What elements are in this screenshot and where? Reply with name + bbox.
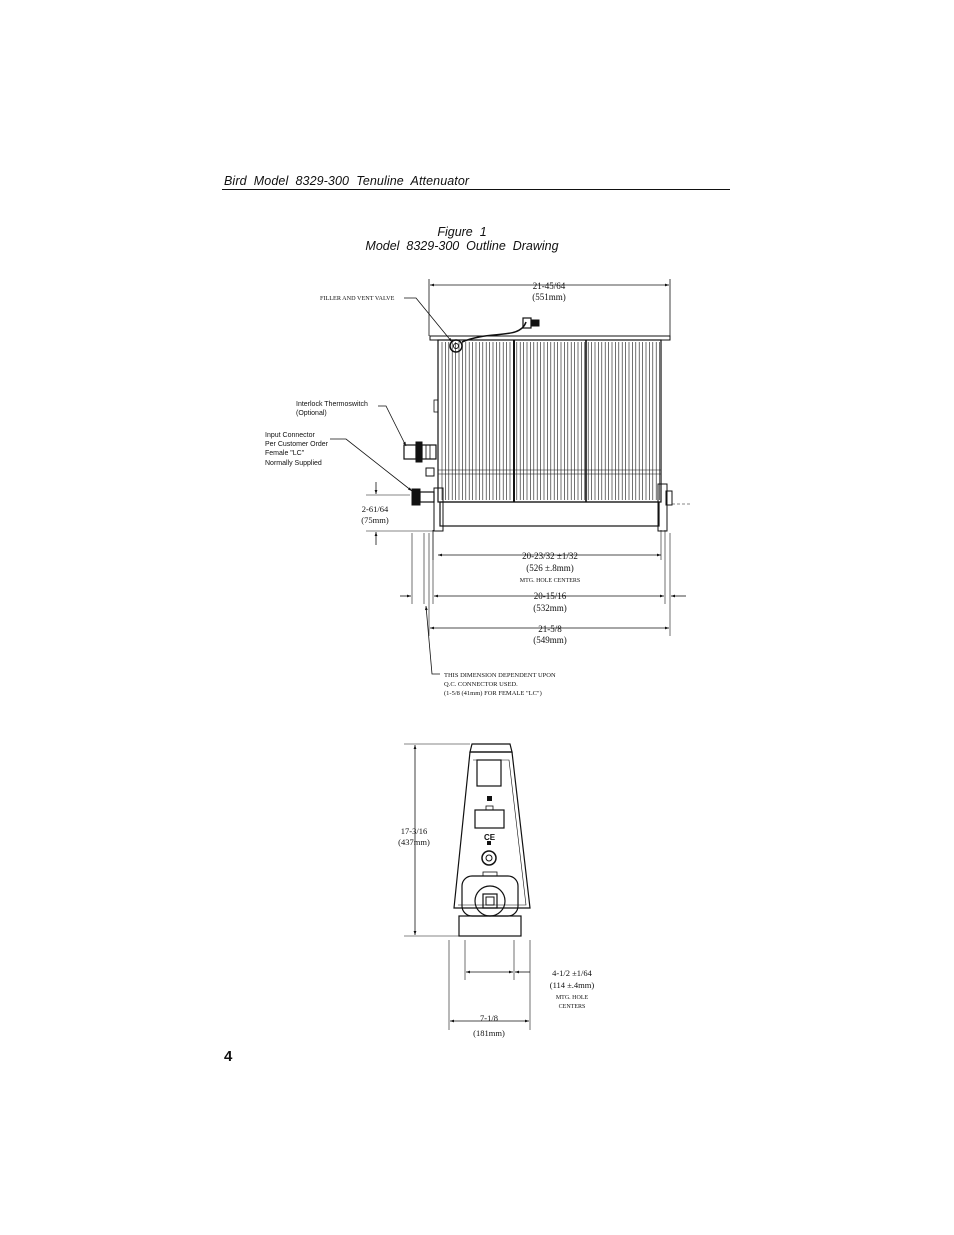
end-mtg-frac: 4-1/2 ±1/64 [552,968,592,978]
input-connector-label-4: Normally Supplied [265,460,322,467]
input-leader [330,439,412,491]
radiator-body [438,340,661,502]
end-mtg-note-1: MTG. HOLE [555,995,589,1001]
filler-leader [404,298,452,342]
connector-note-2: Q.C. CONNECTOR USED. [444,681,518,688]
base-rail [440,502,659,526]
end-view-window [477,760,501,786]
running-header-title: Bird Model 8329-300 Tenuline Attenuator [224,174,470,188]
end-view-base [459,916,521,936]
main-connector [475,886,505,916]
mtg-dim-frac: 20-23/32 ±1/32 [522,551,578,561]
mtg-dim-mm: (526 ±.8mm) [526,563,574,573]
height-dim-frac: 2-61/64 [361,504,389,514]
height-dim-mm: (75mm) [361,515,389,525]
input-connector-label-1: Input Connector [265,432,315,439]
top-dim-frac: 21-45/64 [532,281,566,291]
input-connector-label-3: Female "LC" [265,450,305,457]
thermoswitch-label-2: (Optional) [296,410,327,417]
mtg-dim-note: MTG. HOLE CENTERS [519,578,581,584]
overall-dim-frac: 21-5/8 [538,624,562,634]
end-mtg-note-2: CENTERS [558,1004,586,1010]
ce-mark: CE [484,833,496,842]
thermoswitch-leader [378,406,406,446]
end-width-mm: (181mm) [473,1028,505,1038]
end-mtg-mm: (114 ±.4mm) [549,980,595,990]
mid-dim-frac: 20-15/16 [533,591,567,601]
end-view [404,744,530,1030]
input-connector [412,489,420,505]
thermoswitch-connector [404,445,416,459]
input-connector-label-2: Per Customer Order [265,441,329,448]
connector-note-leader [426,606,440,674]
side-view [330,279,690,674]
nameplate [475,810,504,828]
small-connector [482,851,496,865]
end-height-mm: (437mm) [398,837,430,847]
figure-caption: Model 8329-300 Outline Drawing [365,239,559,253]
overall-dim-mm: (549mm) [533,635,567,645]
connector-note-3: (1-5/8 (41mm) FOR FEMALE "LC") [444,690,542,697]
filler-vent-label: FILLER AND VENT VALVE [320,295,395,302]
connector-note-1: THIS DIMENSION DEPENDENT UPON [444,672,556,679]
figure-number: Figure 1 [437,225,487,239]
top-dim-mm: (551mm) [532,292,566,302]
mid-dim-mm: (532mm) [533,603,567,613]
page-number: 4 [224,1048,233,1065]
end-view-body [454,752,530,908]
end-width-frac: 7-1/8 [480,1013,498,1023]
end-height-frac: 17-3/16 [400,826,428,836]
thermoswitch-label-1: Interlock Thermoswitch [296,401,368,408]
